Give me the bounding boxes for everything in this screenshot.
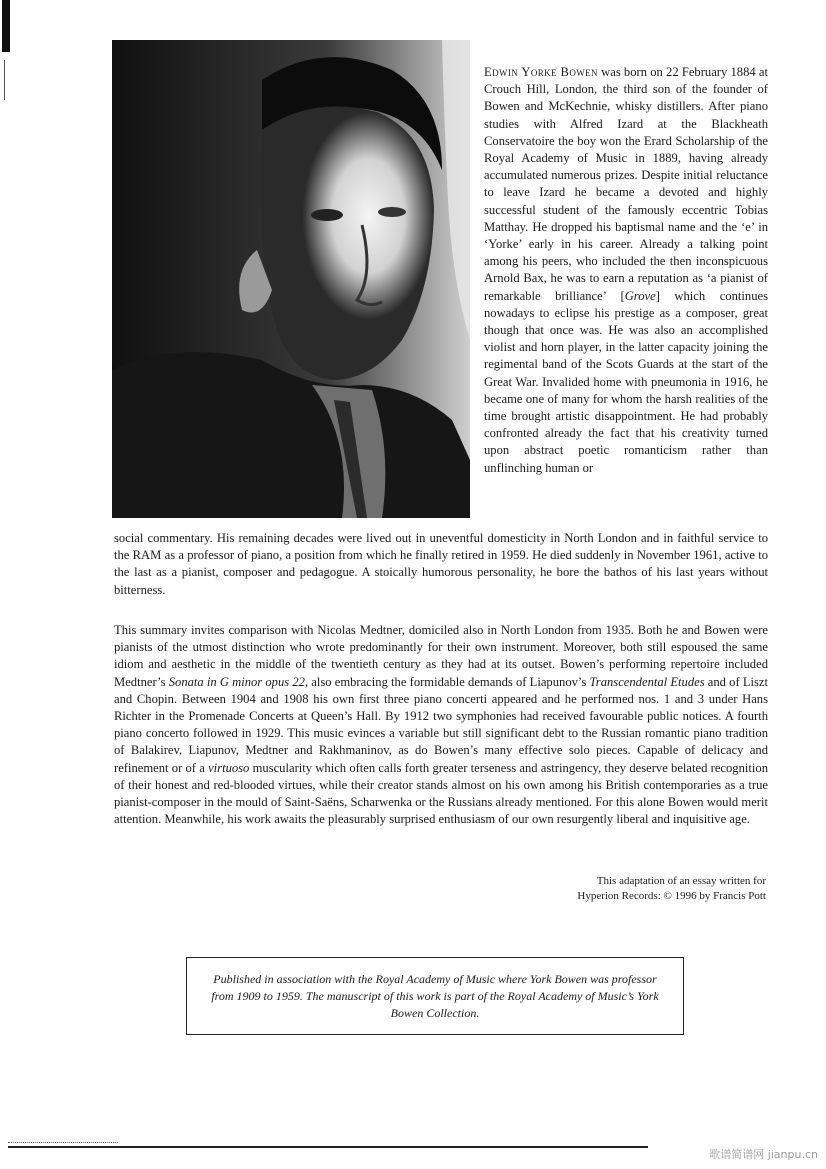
virtuoso-word: virtuoso [208, 760, 250, 775]
summary-text-2: , also embracing the formidable demands of Liapunov’s [304, 674, 590, 689]
biography-right-column [484, 64, 768, 477]
biography-text-part-1: was born on 22 February 1884 at Crouch Hill, London, the third son of the founder of Bowen and McKechnie, whisky distillers. After piano studies with Alfred Izard at the Blackheath Conservatoire the boy won the Erard Scholarship of the Royal Academy of Music in 1889, having already accumulated numerous prizes. Despite initial reluctance to leave Izard he became a devoted and highly successful student of the famously eccentric Tobias Matthay. He dropped his baptismal name and the ‘e’ in ‘Yorke’ early in his career. Already a talking point among his peers, who included the then inconspicuous Arnold Bax, he was to earn a reputation as ‘a pianist of remarkable brilliance’ [ [484, 65, 768, 303]
grove-citation: Grove [624, 288, 656, 303]
summary-text-3: and of Liszt and Chopin. Between 1904 and 1908 his own first three piano concerti appeared and he performed nos. 1 and 3 under Hans Richter in the Promenade Concerts at Queen’s Hall. By 1912 two symphonies had received favourable public notices. A fourth piano concerto followed in 1929. This music evinces a variable but still significant debt to the Russian romantic piano tradition of Balakirev, Liapunov, Medtner and Rakhmaninov, as do Bowen’s many effective solo pieces. Capable of delicacy and refinement or of a [114, 674, 769, 775]
bottom-rule [8, 1146, 648, 1148]
summary-text-4: muscularity which often calls forth greater terseness and astringency, they deserve belated recognition of their honest and red-blooded virtues, while their creator stands almost on his own among his British contemporaries as a true pianist-composer in the mould of Saint-Saëns, Scharwenka or the Russians already mentioned. For this alone Bowen would merit attention. Meanwhile, his work awaits the pleasurably surprised enthusiasm of our own resurgently liberal and inquisitive age. [114, 760, 768, 827]
scan-edge-line [4, 60, 5, 100]
scan-edge-mark [2, 0, 10, 52]
publication-note-box [186, 957, 684, 1035]
portrait-photo [112, 40, 470, 518]
credit-line-1: This adaptation of an essay written for [596, 875, 766, 887]
summary-paragraph [114, 622, 768, 828]
publication-note-text: Published in association with the Royal Academy of Music where York Bowen was professor from 1909 to 1959. The manuscript of this work is part of the Royal Academy of Music’s York Bowen Collection. [211, 971, 659, 1020]
biography-text-part-2: ] which continues nowadays to eclipse his prestige as a composer, great though that once was. He was also an accomplished violist and horn player, in the latter capacity joining the regimental band of the Scots Guards at the start of the Great War. Invalided home with pneumonia in 1916, he became one of many for whom the harsh realities of the time brought artistic disappointment. He had probably confronted already the fact that his creativity turned upon abstract poetic romanticism rather than unflinching human or [484, 288, 768, 475]
biography-continuation: social commentary. His remaining decades were lived out in uneventful domesticity in North London and in faithful service to the RAM as a professor of piano, a position from which he finally retired in 1959. He died suddenly in November 1961, active to the last as a pianist, composer and pedagogue. A stoically humorous personality, he bore the bathos of his last years without bitterness. [114, 531, 768, 597]
essay-credit [446, 874, 766, 904]
sonata-title: Sonata in G minor opus 22 [168, 674, 305, 689]
composer-name: Edwin Yorke Bowen [484, 65, 598, 79]
bottom-dotted-rule [8, 1142, 118, 1143]
credit-line-2: Hyperion Records: © 1996 by Francis Pott [577, 890, 766, 902]
site-watermark: 歌谱简谱网 jianpu.cn [709, 1148, 818, 1161]
etudes-title: Transcendental Etudes [589, 674, 705, 689]
summary-text-1: This summary invites comparison with Nicolas Medtner, domiciled also in North London from 1935. Both he and Bowen were pianists of the utmost distinction who wrote predominantly for their own instrument. Moreover, both still espoused the same idiom and aesthetic in the middle of the twentieth century as they had at its outset. Bowen’s performing repertoire included Medtner’s [114, 623, 768, 689]
